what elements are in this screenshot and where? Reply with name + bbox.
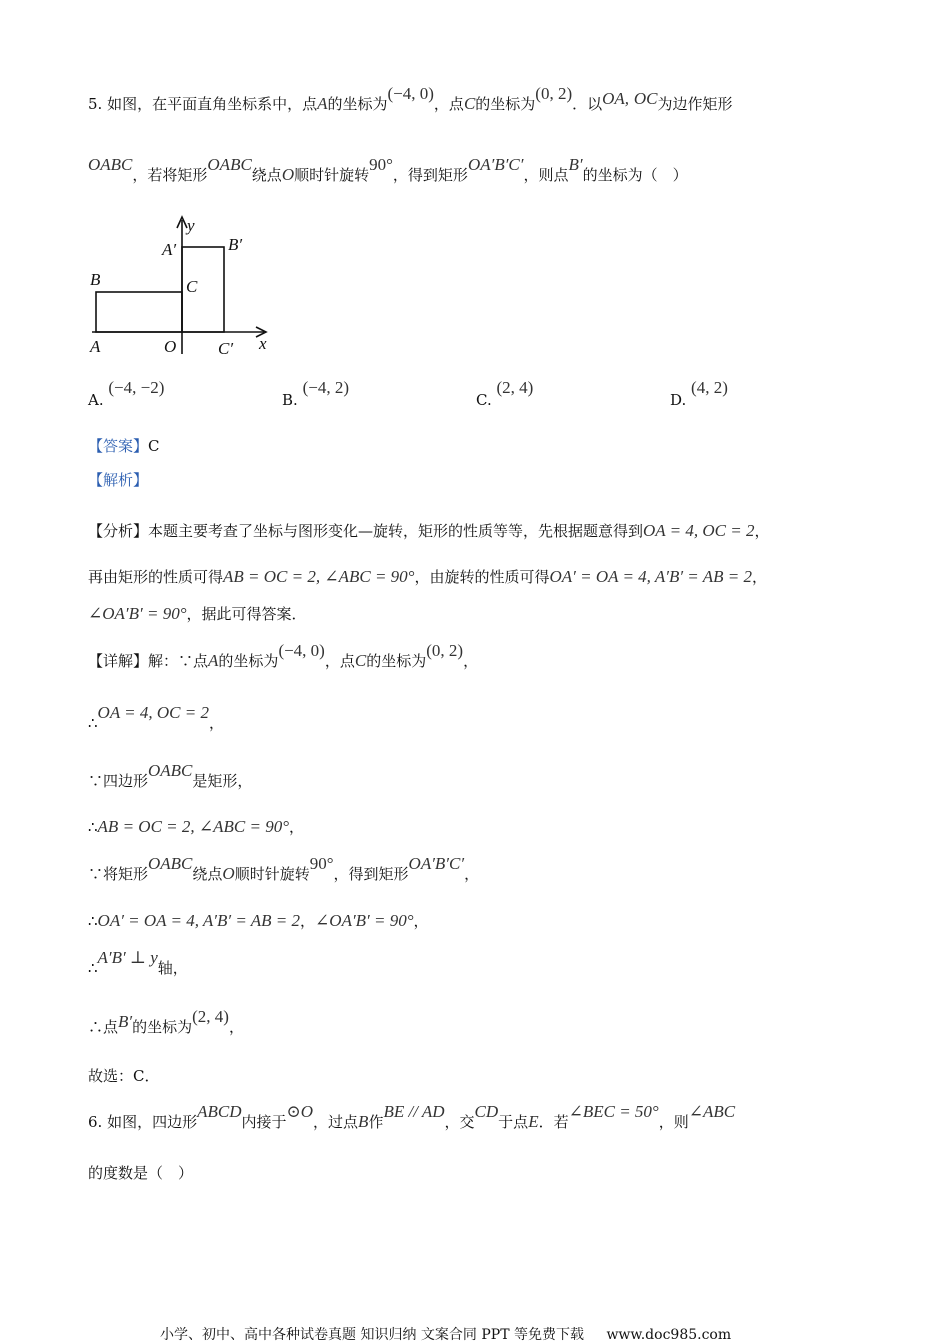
xiangjie-line-3 [88, 761, 253, 791]
therefore-symbol: ∴ [88, 912, 98, 930]
q6-text: 内接于 [241, 1113, 287, 1131]
math-circle-o: ⊙O [286, 1102, 314, 1121]
q6-text: ．若 [538, 1113, 569, 1131]
fenxi-text: ， [751, 568, 767, 586]
point-o: O [281, 165, 295, 184]
q5-text: 绕点 [251, 166, 282, 184]
fenxi-math: AB = OC = 2, ∠ABC = 90° [223, 567, 415, 586]
label-b-prime: B′ [228, 235, 243, 254]
a-coordinate: (−4, 0) [387, 84, 434, 103]
answer-tag: 【答案】 [88, 437, 149, 455]
xiangjie-text: ， [413, 912, 429, 930]
therefore-symbol: ∴ [88, 714, 98, 732]
xiangjie-line-7 [88, 948, 188, 978]
math-oabc: OABC [148, 854, 193, 873]
option-d [670, 378, 728, 409]
xiangjie-line-4 [88, 817, 304, 837]
math-oabc-prime: OA′B′C′ [467, 155, 524, 174]
footer-url[interactable]: www.doc985.com [606, 1327, 732, 1343]
fenxi-line-3 [88, 604, 307, 624]
point-e: E [528, 1112, 539, 1131]
q5-text: ，点 [433, 95, 464, 113]
q6-line-1 [88, 1102, 736, 1132]
math-oabc: OABC [207, 155, 252, 174]
math-angle-bec: ∠BEC = 50° [568, 1102, 659, 1121]
xiangjie-math: ∠OA′B′ = 90° [315, 911, 414, 930]
point-o: O [222, 864, 235, 883]
option-a-label: A. [88, 391, 104, 409]
math-oc: OC [633, 89, 658, 108]
xiangjie-tag: 【详解】 [88, 652, 149, 670]
math-90-degrees: 90° [369, 155, 393, 174]
xiangjie-text: ， [300, 912, 316, 930]
xiangjie-line-9: 故选：C． [88, 1067, 160, 1085]
xiangjie-text: ∵四边形 [88, 772, 149, 790]
q6-text: ，过点 [313, 1113, 359, 1131]
option-a-value: (−4, −2) [108, 378, 165, 397]
label-a-prime: A′ [162, 240, 177, 259]
q6-text: ，则 [658, 1113, 689, 1131]
math-angle-abc: ∠ABC [688, 1102, 736, 1121]
coordinate-figure [84, 212, 284, 362]
q5-text: ，若将矩形 [132, 166, 208, 184]
fenxi-text: ， [754, 522, 770, 540]
a-coordinate: (−4, 0) [278, 641, 325, 660]
xiangjie-text: ， [228, 1018, 244, 1036]
math-cd: CD [474, 1102, 499, 1121]
point-c: C [463, 94, 476, 113]
math-oa: OA, [602, 89, 630, 108]
option-c-value: (2, 4) [496, 378, 534, 397]
analysis-tag: 【解析】 [88, 471, 149, 489]
option-b-label: B. [282, 391, 298, 409]
c-coordinate: (0, 2) [426, 641, 464, 660]
fenxi-text: 本题主要考查了坐标与图形变化—旋转，矩形的性质等等，先根据题意得到 [148, 522, 644, 540]
label-b: B [90, 270, 101, 289]
xiangjie-text: ，点 [324, 652, 355, 670]
q5-line-1 [88, 84, 733, 114]
math-abcd: ABCD [197, 1102, 242, 1121]
page-footer [160, 1324, 733, 1344]
q6-text: 作 [368, 1113, 384, 1131]
point-b-prime: B′ [568, 155, 583, 174]
b-prime-coordinate: (2, 4) [192, 1007, 229, 1026]
option-b-value: (−4, 2) [302, 378, 349, 397]
q5-text: 的坐标为 [475, 95, 536, 113]
fenxi-math: OA′ = OA = 4, A′B′ = AB = 2 [549, 567, 752, 586]
fenxi-text: ，由旋转的性质可得 [414, 568, 550, 586]
point-b: B [358, 1112, 369, 1131]
xiangjie-math: AB = OC = 2, ∠ABC = 90° [97, 817, 289, 836]
fenxi-line-1 [88, 521, 769, 541]
xiangjie-text: ， [464, 865, 480, 883]
point-a: A [317, 94, 328, 113]
xiangjie-text: 是矩形， [192, 772, 253, 790]
fenxi-text: ，据此可得答案． [186, 605, 307, 623]
xiangjie-text: 解：∵点 [148, 652, 209, 670]
xiangjie-text: 轴， [157, 959, 188, 977]
q5-text: ．以 [572, 95, 603, 113]
fenxi-tag: 【分析】 [88, 522, 149, 540]
point-a: A [208, 651, 219, 670]
xiangjie-text: ， [289, 818, 305, 836]
label-o: O [164, 337, 177, 356]
xiangjie-line-1 [88, 641, 479, 671]
label-a: A [90, 337, 101, 356]
option-c [476, 378, 534, 409]
q5-text: 的坐标为（ ） [582, 166, 688, 184]
q5-text: ，得到矩形 [392, 166, 468, 184]
xiangjie-text: 的坐标为 [366, 652, 427, 670]
xiangjie-text: 的坐标为 [132, 1018, 193, 1036]
therefore-symbol: ∴ [88, 818, 98, 836]
q6-text: 6. 如图，四边形 [88, 1113, 198, 1131]
c-coordinate: (0, 2) [535, 84, 573, 103]
q6-text: ，交 [444, 1113, 475, 1131]
label-x: x [259, 334, 267, 353]
q5-text: 为边作矩形 [657, 95, 733, 113]
point-c: C [354, 651, 367, 670]
q5-text: 5. 如图，在平面直角坐标系中，点 [88, 95, 318, 113]
rectangle-oabc [96, 292, 182, 332]
xiangjie-line-6 [88, 911, 429, 931]
q5-text: ，则点 [523, 166, 569, 184]
xiangjie-math: OA = 4, OC = 2 [97, 703, 209, 722]
q5-line-2 [88, 155, 688, 185]
q6-line-2: 的度数是（ ） [88, 1164, 194, 1182]
xiangjie-math: OA′ = OA = 4, A′B′ = AB = 2 [97, 911, 301, 930]
xiangjie-text: ，得到矩形 [333, 865, 409, 883]
answer-line [88, 437, 160, 455]
q5-text: 的坐标为 [327, 95, 388, 113]
therefore-symbol: ∴ [88, 959, 98, 977]
xiangjie-text: 绕点 [192, 865, 223, 883]
answer-value: C [148, 437, 160, 455]
xiangjie-text: ∵将矩形 [88, 865, 149, 883]
xiangjie-line-8 [88, 1007, 244, 1037]
option-d-label: D. [670, 391, 687, 409]
label-y: y [187, 216, 195, 235]
math-be-parallel-ad: BE // AD [383, 1102, 445, 1121]
footer-text: 小学、初中、高中各种试卷真题 知识归纳 文案合同 PPT 等免费下载 [160, 1327, 584, 1343]
xiangjie-text: ， [208, 714, 224, 732]
xiangjie-line-2 [88, 703, 224, 733]
math-oabc-prime: OA′B′C′ [408, 854, 465, 873]
xiangjie-text: 的坐标为 [218, 652, 279, 670]
xiangjie-text: 顺时针旋转 [234, 865, 310, 883]
q5-text: 顺时针旋转 [294, 166, 370, 184]
fenxi-text: 再由矩形的性质可得 [88, 568, 224, 586]
fenxi-line-2 [88, 567, 767, 587]
xiangjie-text: ， [463, 652, 479, 670]
label-c: C [186, 277, 198, 296]
xiangjie-line-5 [88, 854, 480, 884]
math-oabc: OABC [88, 155, 133, 174]
fenxi-math: ∠OA′B′ = 90° [88, 604, 187, 623]
option-d-value: (4, 2) [691, 378, 728, 397]
option-c-label: C. [476, 391, 492, 409]
q6-text: 于点 [498, 1113, 529, 1131]
math-90-degrees: 90° [309, 854, 334, 873]
option-a [88, 378, 165, 409]
label-c-prime: C′ [218, 339, 234, 358]
option-b [282, 378, 349, 409]
xiangjie-text: ∴点 [88, 1018, 119, 1036]
fenxi-math: OA = 4, OC = 2 [643, 521, 755, 540]
math-oabc: OABC [148, 761, 193, 780]
xiangjie-math: A′B′ ⊥ y [97, 948, 158, 967]
point-b-prime: B′ [118, 1012, 133, 1031]
